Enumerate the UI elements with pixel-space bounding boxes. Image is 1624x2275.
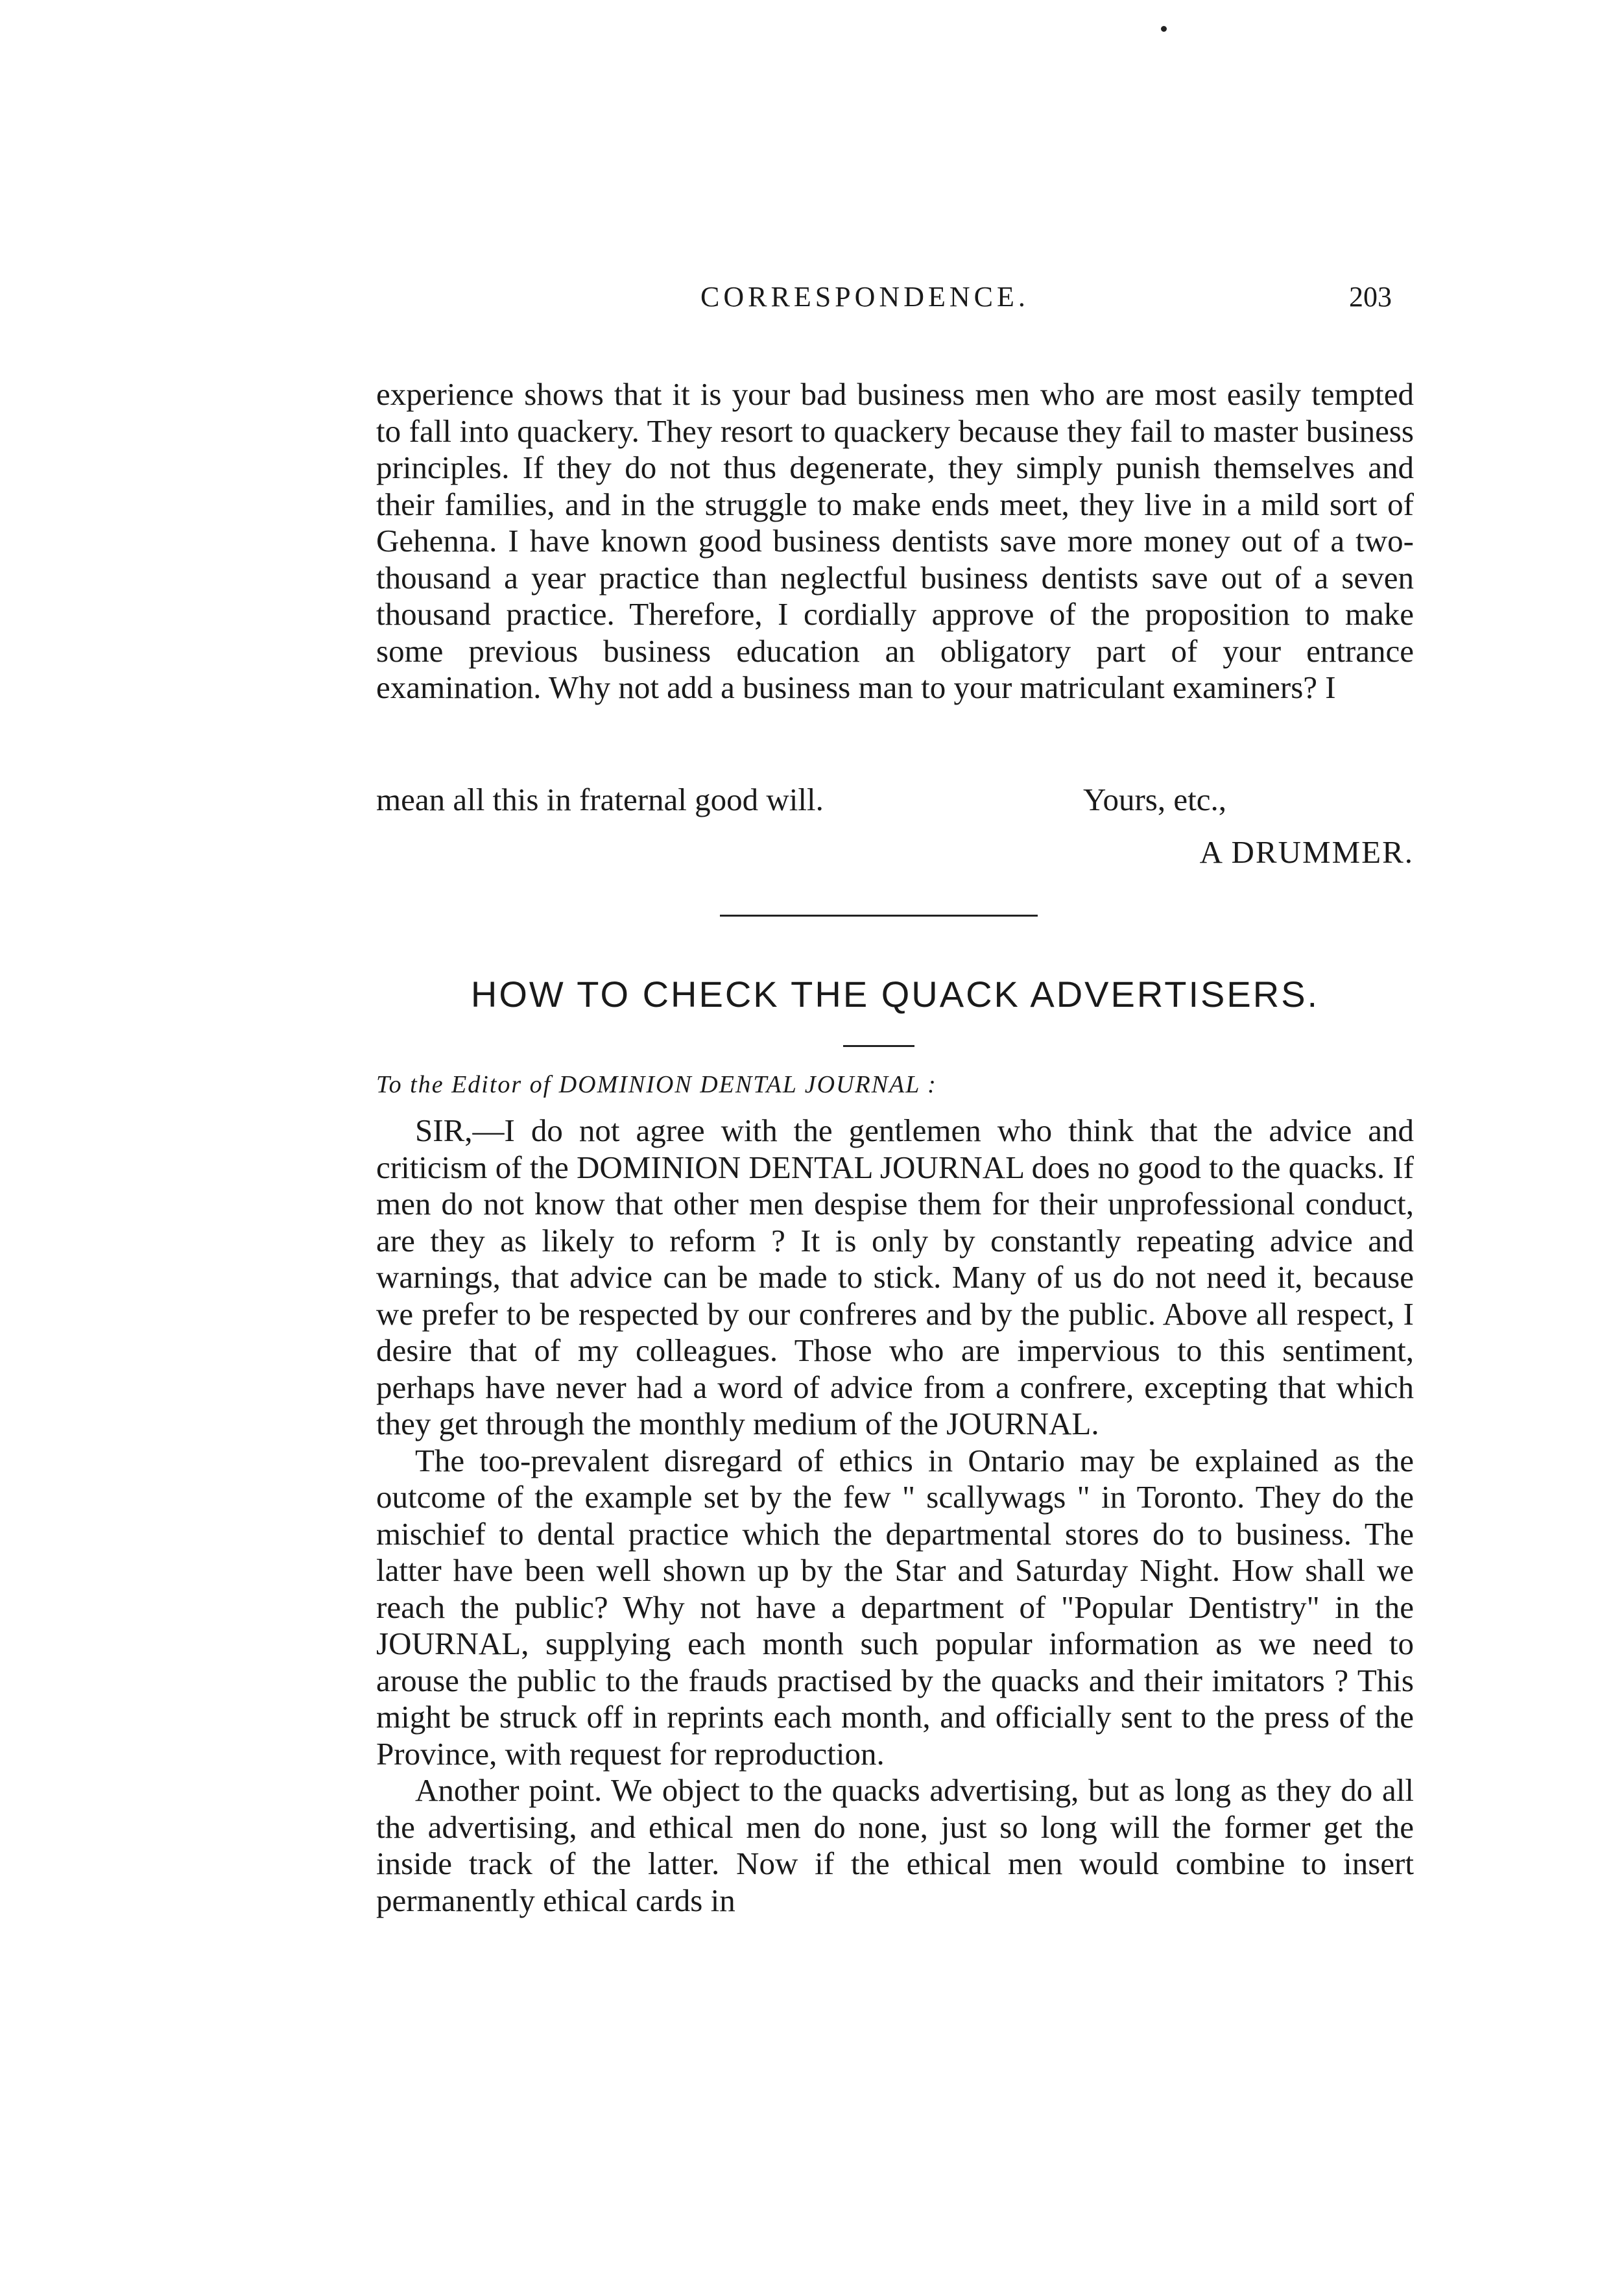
section-divider — [720, 915, 1038, 917]
salutation: To the Editor of DOMINION DENTAL JOURNAL : — [376, 1071, 937, 1098]
letter-closing: Yours, etc., — [1083, 782, 1226, 817]
page-number: 203 — [1349, 281, 1392, 313]
letter-last-line: mean all this in fraternal good will. — [376, 782, 824, 817]
article-paragraph-2: The too-prevalent disregard of ethics in Ontario may be explained as the outcome of the example set by the few " scallywags " in Toronto. They do the mischief to dental practice which the departmental stores do to business. The latter have been well shown up by the Star and Saturday Night. How shall we reach the public? Why not have a department of "Popular Dentistry" in the JOURNAL, supplying each month such popular information as we need to arouse the public to the frauds practised by the quacks and their imitators ? This might be struck off in reprints each month, and officially sent to the press of the Province, with request for reproduction. — [376, 1442, 1414, 1772]
letter-paragraph: experience shows that it is your bad business men who are most easily tempted to fall into quackery. They resort to quackery because they fail to master business principles. If they do not thus degenerate, they simply punish themselves and their families, and in the struggle to make ends meet, they live in a mild sort of Gehenna. I have known good business dentists save more money out of a two-thousand a year practice than neglectful business dentists save out of a seven thousand practice. Therefore, I cordially approve of the proposition to make some previous business education an obligatory part of your entrance examination. Why not add a business man to your matriculant examiners? I — [376, 376, 1414, 705]
heading-rule — [843, 1045, 914, 1047]
article-paragraph-3: Another point. We object to the quacks advertising, but as long as they do all the advertising, and ethical men do none, just so long will the former get the inside track of the latter. Now if the ethical men would combine to insert permanently ethical cards in — [376, 1772, 1414, 1918]
closing-line — [376, 782, 1414, 818]
letter-body — [376, 376, 1414, 706]
article-paragraph-1: SIR,—I do not agree with the gentlemen who think that the advice and criticism of the DOMINION DENTAL JOURNAL does no good to the quacks. If men do not know that other men despise them for their unprofessional conduct, are they as likely to reform ? It is only by constantly repeating advice and warnings, that advice can be made to stick. Many of us do not need it, because we prefer to be respected by our confreres and by the public. Above all respect, I desire that of my colleagues. Those who are impervious to this sentiment, perhaps have never had a word of advice from a confrere, excepting that which they get through the monthly medium of the JOURNAL. — [376, 1113, 1414, 1441]
ink-speck — [1161, 26, 1167, 32]
letter-signature: A DRUMMER. — [1199, 834, 1414, 870]
running-head: CORRESPONDENCE. — [700, 281, 1029, 313]
article-heading: HOW TO CHECK THE QUACK ADVERTISERS. — [470, 974, 1320, 1015]
article-body — [376, 1113, 1414, 1919]
